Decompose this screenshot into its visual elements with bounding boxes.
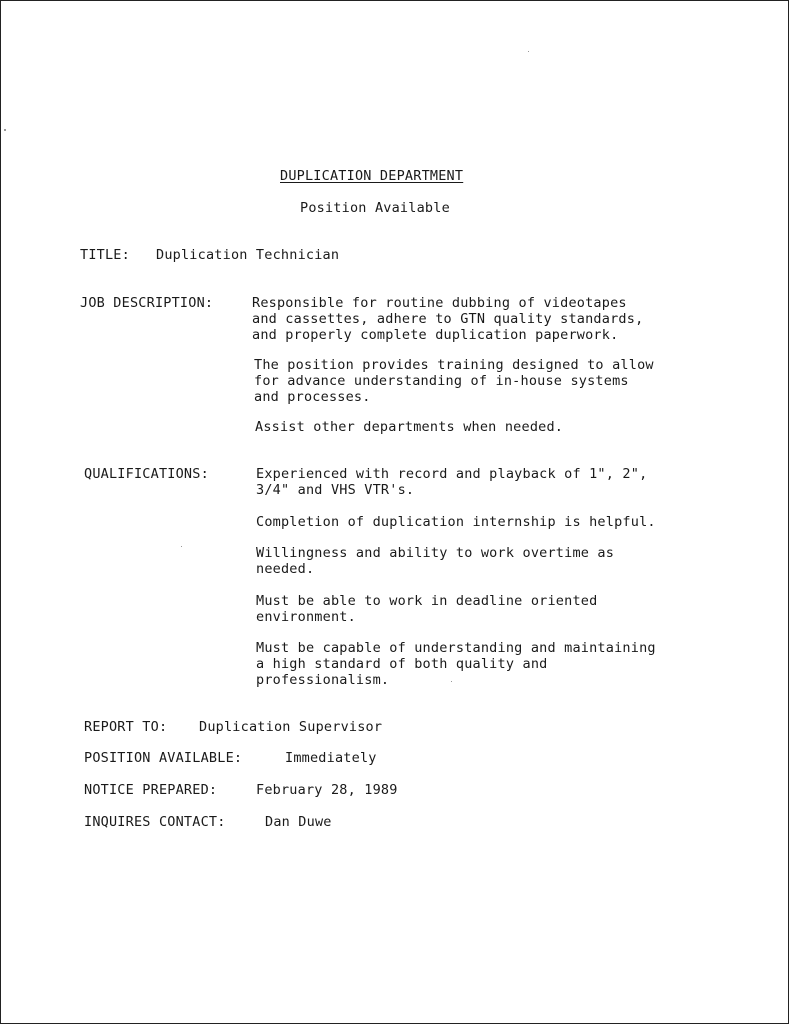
scan-speck [4, 129, 6, 131]
inquires-contact-value: Dan Duwe [265, 814, 332, 830]
scan-speck [181, 546, 182, 547]
job-description-label: JOB DESCRIPTION: [80, 295, 214, 311]
position-available-subtitle: Position Available [300, 200, 450, 216]
position-available-value: Immediately [285, 750, 377, 766]
qualification-line: 3/4" and VHS VTR's. [256, 482, 415, 498]
job-description-line: and properly complete duplication paperwork. [252, 327, 619, 343]
scan-speck [528, 51, 529, 52]
job-description-line: for advance understanding of in-house systems [254, 373, 629, 389]
job-description-line: and cassettes, adhere to GTN quality standards, [252, 311, 644, 327]
position-available-label: POSITION AVAILABLE: [84, 750, 243, 766]
department-heading: DUPLICATION DEPARTMENT [280, 168, 464, 184]
qualification-line: Must be able to work in deadline oriented [256, 593, 598, 609]
notice-prepared-value: February 28, 1989 [256, 782, 398, 798]
qualification-line: professionalism. [256, 672, 390, 688]
job-description-line: The position provides training designed to allow [254, 357, 654, 373]
qualifications-label: QUALIFICATIONS: [84, 466, 209, 482]
inquires-contact-label: INQUIRES CONTACT: [84, 814, 226, 830]
qualification-line: Experienced with record and playback of 1", 2", [256, 466, 648, 482]
job-description-line: and processes. [254, 389, 371, 405]
title-label: TITLE: [80, 247, 130, 263]
qualification-line: Must be capable of understanding and maintaining [256, 640, 656, 656]
scan-speck [451, 681, 452, 682]
qualification-line: environment. [256, 609, 356, 625]
notice-prepared-label: NOTICE PREPARED: [84, 782, 218, 798]
job-description-line: Assist other departments when needed. [255, 419, 564, 435]
qualification-line: Willingness and ability to work overtime as [256, 545, 615, 561]
qualification-line: a high standard of both quality and [256, 656, 548, 672]
title-value: Duplication Technician [156, 247, 340, 263]
report-to-label: REPORT TO: [84, 719, 168, 735]
job-description-line: Responsible for routine dubbing of videotapes [252, 295, 627, 311]
report-to-value: Duplication Supervisor [199, 719, 383, 735]
qualification-line: Completion of duplication internship is helpful. [256, 514, 656, 530]
qualification-line: needed. [256, 561, 315, 577]
